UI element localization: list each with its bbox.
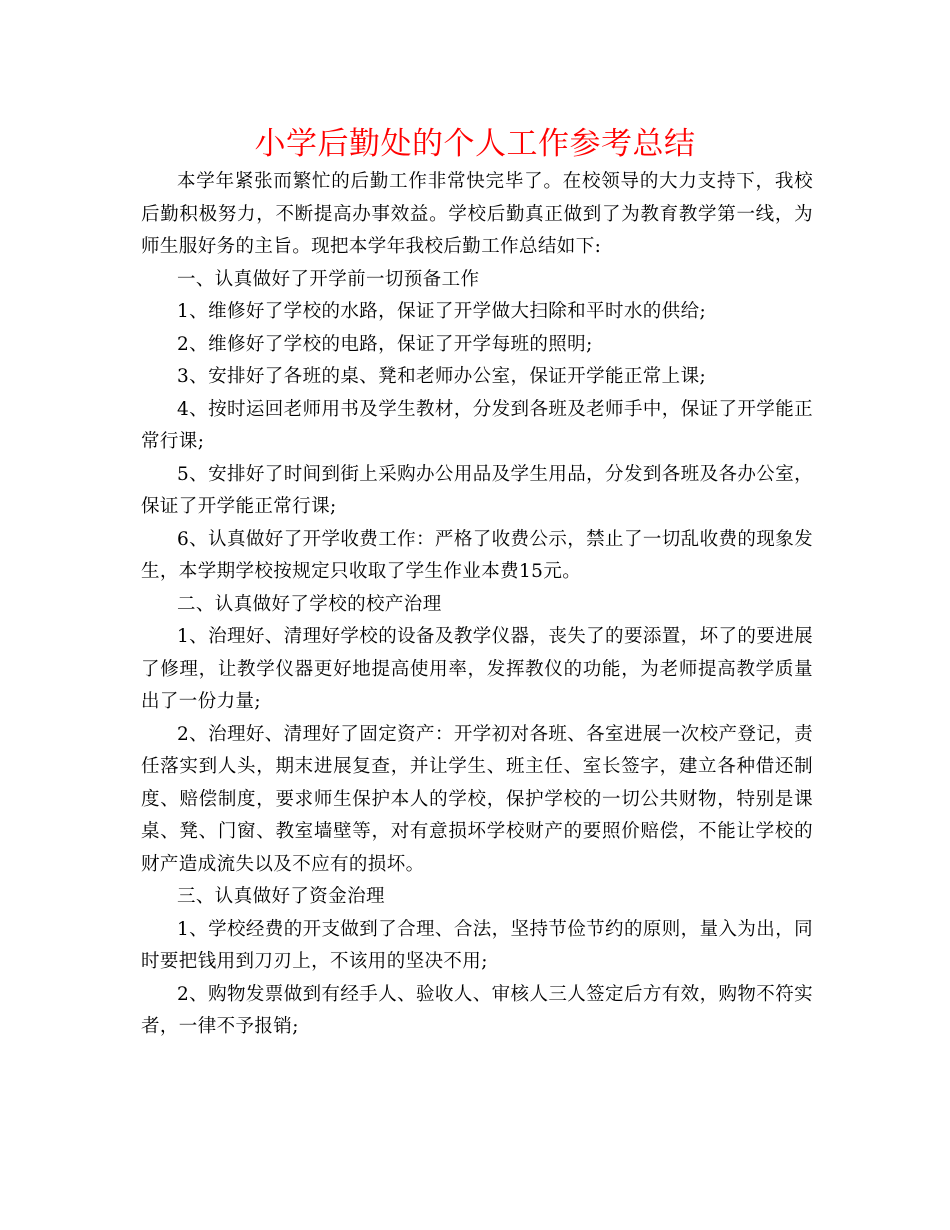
paragraph-intro: 本学年紧张而繁忙的后勤工作非常快完毕了。在校领导的大力支持下，我校后勤积极努力，不断提高办事效益。学校后勤真正做到了为教育教学第一线，为师生服好务的主旨。现把本学年我校后勤工作总结如下: xyxy=(141,171,813,257)
list-item: 2、治理好、清理好了固定资产：开学初对各班、各室进展一次校产登记，责任落实到人头，期末进展复查，并让学生、班主任、室长签字，建立各种借还制度、赔偿制度，要求师生保护本人的学校，保护学校的一切公共财物，特别是课桌、凳、门窗、教室墙壁等，对有意损坏学校财产的要照价赔偿，不能让学校的财产造成流失以及不应有的损坏。 xyxy=(141,723,813,875)
list-item: 4、按时运回老师用书及学生教材，分发到各班及老师手中，保证了开学能正常行课; xyxy=(141,398,813,452)
list-item: 5、安排好了时间到街上采购办公用品及学生用品，分发到各班及各办公室，保证了开学能正常行课; xyxy=(141,463,813,517)
list-item: 1、学校经费的开支做到了合理、合法，坚持节俭节约的原则，量入为出，同时要把钱用到刀刃上，不该用的坚决不用; xyxy=(141,918,813,972)
section-heading-3: 三、认真做好了资金治理 xyxy=(177,886,385,907)
list-item: 6、认真做好了开学收费工作：严格了收费公示，禁止了一切乱收费的现象发生，本学期学校按规定只收取了学生作业本费15元。 xyxy=(141,528,813,582)
document-title: 小学后勤处的个人工作参考总结 xyxy=(254,126,696,162)
list-item: 1、维修好了学校的水路，保证了开学做大扫除和平时水的供给; xyxy=(177,301,707,322)
list-item: 2、购物发票做到有经手人、验收人、审核人三人签定后方有效，购物不符实者，一律不予报销; xyxy=(141,983,813,1037)
list-item: 2、维修好了学校的电路，保证了开学每班的照明; xyxy=(177,333,593,355)
section-heading-2: 二、认真做好了学校的校产治理 xyxy=(177,593,442,615)
document-body xyxy=(141,166,813,1044)
list-item: 1、治理好、清理好学校的设备及教学仪器，丧失了的要添置，坏了的要进展了修理，让教学仪器更好地提高使用率，发挥教仪的功能，为老师提高教学质量出了一份力量; xyxy=(141,626,813,712)
section-heading-1: 一、认真做好了开学前一切预备工作 xyxy=(177,268,480,290)
list-item: 3、安排好了各班的桌、凳和老师办公室，保证开学能正常上课; xyxy=(177,366,707,387)
